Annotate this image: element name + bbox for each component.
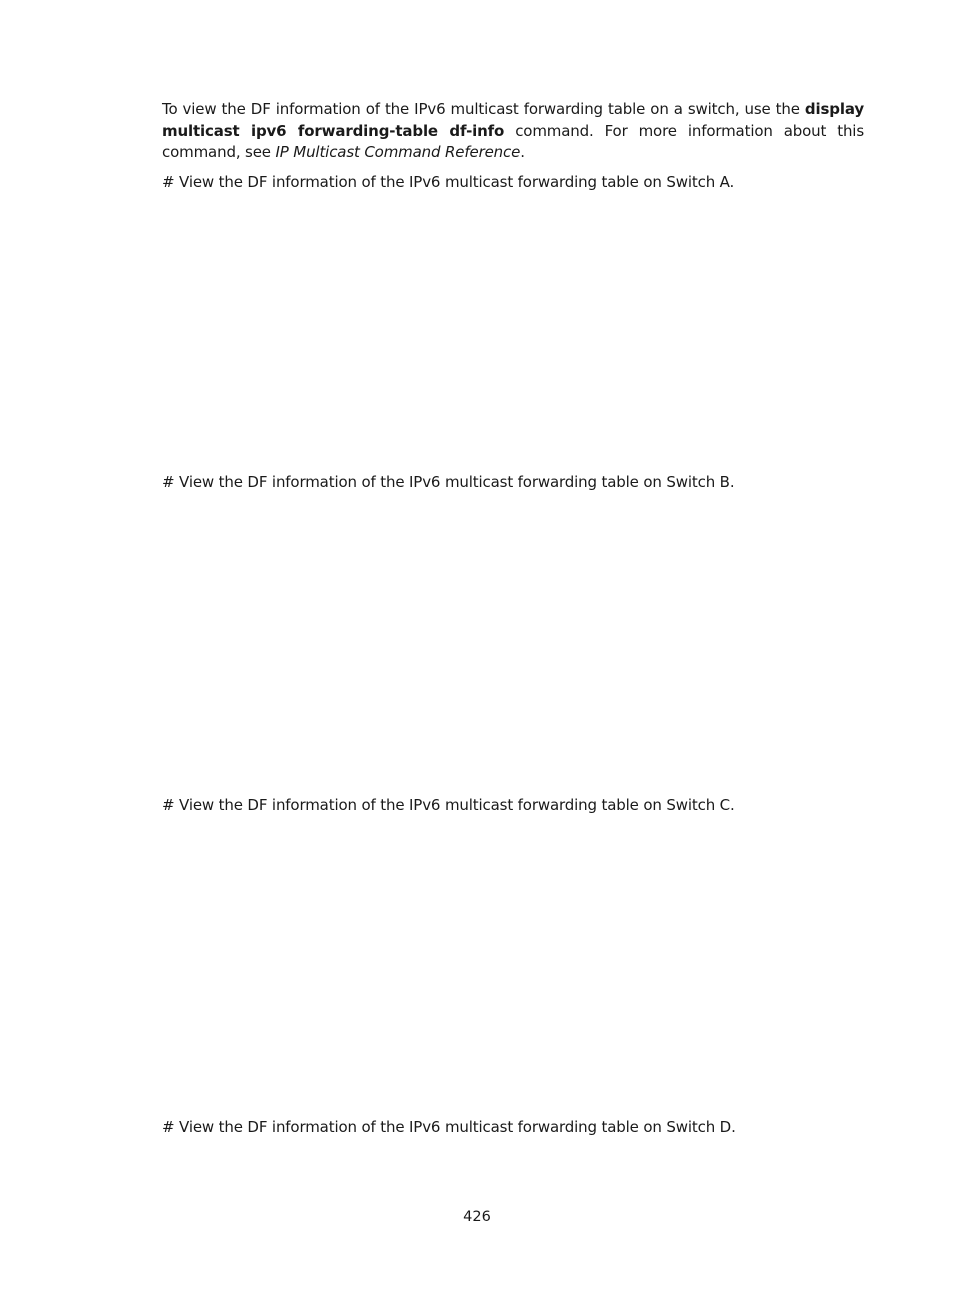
intro-text-end: . [520,143,525,161]
command-name: display multicast ipv6 forwarding-table df-info [162,100,864,140]
reference-title: IP Multicast Command Reference [275,143,521,161]
step-switch-c: # View the DF information of the IPv6 multicast forwarding table on Switch C. [162,796,735,814]
intro-paragraph [162,99,864,164]
step-switch-d: # View the DF information of the IPv6 multicast forwarding table on Switch D. [162,1118,736,1136]
intro-text-middle: command. For more information about this command, see [162,121,864,161]
step-switch-b: # View the DF information of the IPv6 multicast forwarding table on Switch B. [162,473,735,491]
page-number: 426 [463,1209,491,1225]
intro-text-start: To view the DF information of the IPv6 multicast forwarding table on a switch, use the [162,100,805,118]
step-switch-a: # View the DF information of the IPv6 multicast forwarding table on Switch A. [162,173,735,191]
